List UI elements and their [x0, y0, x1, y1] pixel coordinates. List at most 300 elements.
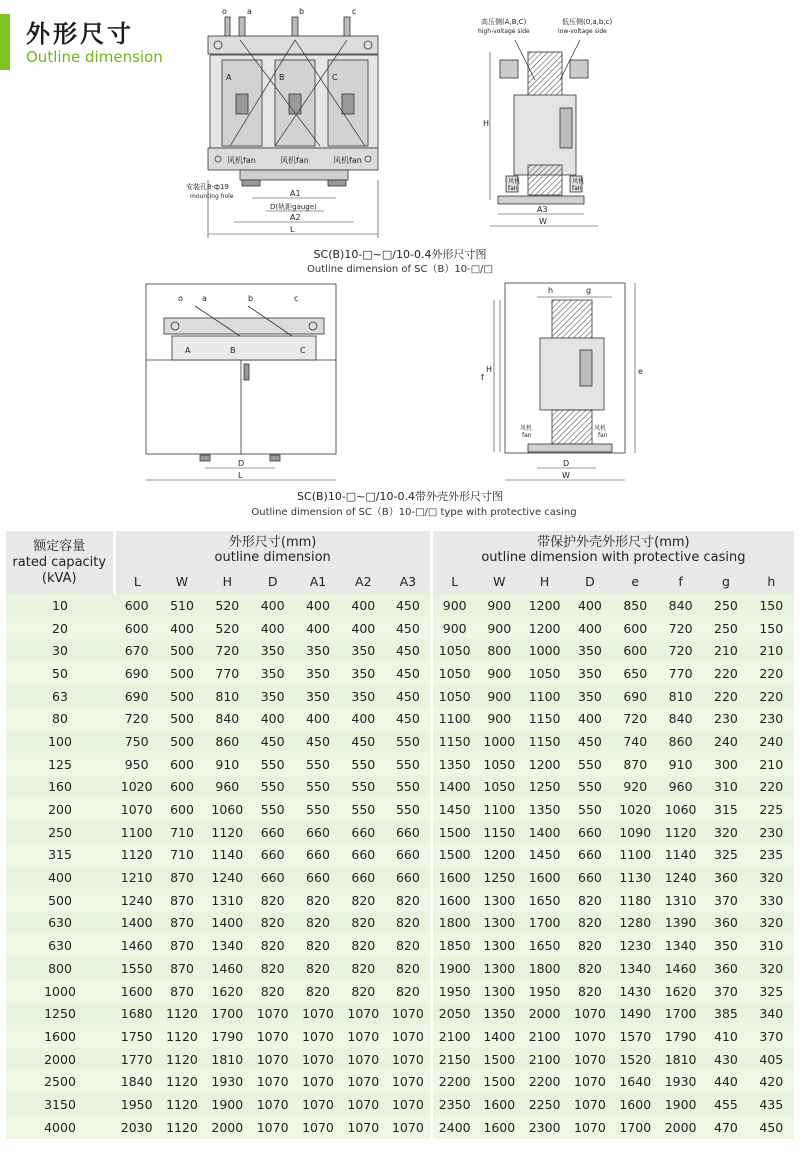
dimension-cell: 1060 — [658, 798, 703, 821]
dimension-cell: 820 — [567, 889, 612, 912]
dim-label: A2 — [290, 213, 301, 222]
lv-side-label-en: low-voltage side — [558, 28, 607, 35]
dimension-cell: 1500 — [431, 821, 476, 844]
dimension-cell: 435 — [749, 1093, 794, 1116]
dimension-cell: 315 — [703, 798, 748, 821]
dimension-cell: 660 — [567, 821, 612, 844]
fan-label: 风机 — [508, 178, 521, 185]
dimension-cell: 1120 — [159, 1025, 204, 1048]
capacity-cell: 10 — [6, 594, 114, 617]
dimension-cell: 850 — [613, 594, 658, 617]
dimension-cell: 1070 — [341, 1093, 386, 1116]
dimension-cell: 1400 — [205, 912, 250, 935]
dimension-cell: 820 — [341, 889, 386, 912]
dimension-cell: 2200 — [431, 1070, 476, 1093]
dimension-cell: 860 — [205, 730, 250, 753]
dimension-cell: 450 — [386, 639, 431, 662]
dimension-cell: 1300 — [477, 934, 522, 957]
dimension-cell: 600 — [114, 594, 159, 617]
column-header: D — [250, 569, 295, 594]
dimension-cell: 820 — [250, 957, 295, 980]
dimension-cell: 600 — [159, 753, 204, 776]
table-row — [6, 685, 794, 708]
dimension-cell: 500 — [159, 685, 204, 708]
dimension-cell: 840 — [658, 707, 703, 730]
dimension-cell: 2030 — [114, 1116, 159, 1139]
dimension-cell: 2050 — [431, 1002, 476, 1025]
capacity-cell: 4000 — [6, 1116, 114, 1139]
dimension-cell: 1400 — [477, 1025, 522, 1048]
dimension-cell: 550 — [341, 798, 386, 821]
dimension-cell: 1490 — [613, 1002, 658, 1025]
dimension-cell: 250 — [703, 594, 748, 617]
dimension-cell: 400 — [295, 707, 340, 730]
table-row — [6, 1070, 794, 1093]
dimension-cell: 550 — [250, 776, 295, 799]
capacity-cell: 63 — [6, 685, 114, 708]
dimension-cell: 370 — [703, 889, 748, 912]
dimension-cell: 350 — [341, 685, 386, 708]
dimension-cell: 1070 — [386, 1093, 431, 1116]
dimension-cell: 350 — [341, 639, 386, 662]
casing-group-header — [431, 531, 794, 569]
dimension-cell: 1070 — [250, 1070, 295, 1093]
dimension-cell: 820 — [386, 980, 431, 1003]
dimension-cell: 870 — [159, 912, 204, 935]
dimension-cell: 370 — [749, 1025, 794, 1048]
terminal-label: a — [202, 294, 207, 303]
capacity-cell: 3150 — [6, 1093, 114, 1116]
table-row — [6, 821, 794, 844]
capacity-cell: 30 — [6, 639, 114, 662]
dimension-cell: 550 — [386, 776, 431, 799]
table-row — [6, 1093, 794, 1116]
column-header: f — [658, 569, 703, 594]
dimension-cell: 1570 — [613, 1025, 658, 1048]
dimension-cell: 1300 — [477, 889, 522, 912]
dimension-cell: 385 — [703, 1002, 748, 1025]
dim-label: W — [562, 471, 570, 480]
dimension-cell: 1520 — [613, 1048, 658, 1071]
dimension-cell: 1460 — [205, 957, 250, 980]
table-row — [6, 1025, 794, 1048]
dimension-cell: 1310 — [205, 889, 250, 912]
dimension-cell: 450 — [749, 1116, 794, 1139]
dimension-cell: 1050 — [431, 685, 476, 708]
fan-label: 风机 — [594, 425, 607, 432]
dimension-cell: 400 — [295, 594, 340, 617]
coil-label: B — [279, 73, 285, 82]
dimension-cell: 1070 — [295, 1048, 340, 1071]
dimension-cell: 660 — [341, 844, 386, 867]
dimension-cell: 810 — [205, 685, 250, 708]
dimension-cell: 1250 — [477, 866, 522, 889]
dimension-cell: 520 — [205, 594, 250, 617]
dimension-cell: 900 — [477, 685, 522, 708]
dimension-cell: 1340 — [658, 934, 703, 957]
dimension-cell: 1600 — [114, 980, 159, 1003]
dimension-cell: 690 — [613, 685, 658, 708]
table-subheader-row — [6, 569, 794, 594]
dimension-cell: 1200 — [522, 753, 567, 776]
dimension-cell: 960 — [658, 776, 703, 799]
dimension-cell: 350 — [341, 662, 386, 685]
dimension-cell: 1950 — [522, 980, 567, 1003]
capacity-cell: 200 — [6, 798, 114, 821]
dimension-cell: 820 — [295, 912, 340, 935]
column-header: g — [703, 569, 748, 594]
dimension-cell: 1600 — [613, 1093, 658, 1116]
coil-label: A — [185, 346, 191, 355]
column-header: D — [567, 569, 612, 594]
dimension-cell: 220 — [749, 685, 794, 708]
dimension-cell: 1350 — [477, 1002, 522, 1025]
column-header: A2 — [341, 569, 386, 594]
dimension-cell: 1950 — [431, 980, 476, 1003]
dimension-cell: 1350 — [522, 798, 567, 821]
dimension-cell: 450 — [386, 662, 431, 685]
dim-label: f — [481, 373, 484, 382]
dim-label: D — [563, 459, 570, 468]
coil-label: C — [300, 346, 306, 355]
outline-group-header — [114, 531, 431, 569]
dimension-cell: 690 — [114, 662, 159, 685]
dimension-cell: 900 — [477, 617, 522, 640]
capacity-header-en: rated capacity — [12, 554, 107, 570]
table-row — [6, 707, 794, 730]
dimension-cell: 1150 — [431, 730, 476, 753]
dimension-cell: 1280 — [613, 912, 658, 935]
table-row — [6, 753, 794, 776]
capacity-cell: 50 — [6, 662, 114, 685]
coil-label: A — [226, 73, 232, 82]
dimension-cell: 300 — [703, 753, 748, 776]
dimension-cell: 820 — [341, 934, 386, 957]
dimension-cell: 1300 — [477, 980, 522, 1003]
dimension-cell: 820 — [250, 889, 295, 912]
dimension-cell: 1100 — [114, 821, 159, 844]
dimension-cell: 1200 — [522, 617, 567, 640]
fan-label-en: fan — [508, 185, 518, 192]
dimension-cell: 550 — [250, 798, 295, 821]
capacity-cell: 20 — [6, 617, 114, 640]
dimension-cell: 450 — [386, 617, 431, 640]
dimension-cell: 500 — [159, 707, 204, 730]
dimension-cell: 240 — [749, 730, 794, 753]
dimension-cell: 1130 — [613, 866, 658, 889]
dimension-cell: 1200 — [477, 844, 522, 867]
page-title-cn: 外形尺寸 — [26, 20, 134, 48]
dimension-cell: 400 — [567, 707, 612, 730]
dimension-cell: 1930 — [658, 1070, 703, 1093]
dimension-cell: 400 — [341, 707, 386, 730]
dim-label: h — [548, 286, 554, 295]
capacity-cell: 2000 — [6, 1048, 114, 1071]
dimension-cell: 1650 — [522, 934, 567, 957]
dimension-cell: 1810 — [205, 1048, 250, 1071]
dimension-cell: 870 — [159, 980, 204, 1003]
dimension-cell: 450 — [386, 707, 431, 730]
dimension-cell: 210 — [749, 753, 794, 776]
dimension-cell: 820 — [567, 957, 612, 980]
dim-label: W — [539, 217, 547, 226]
dimension-cell: 1300 — [477, 957, 522, 980]
dimension-cell: 350 — [250, 662, 295, 685]
dimension-cell: 820 — [295, 889, 340, 912]
dimension-cell: 1070 — [250, 1116, 295, 1139]
table-row — [6, 844, 794, 867]
dimension-cell: 1020 — [613, 798, 658, 821]
dimension-cell: 1070 — [341, 1048, 386, 1071]
column-header: L — [114, 569, 159, 594]
dimension-cell: 2200 — [522, 1070, 567, 1093]
dimension-cell: 900 — [431, 617, 476, 640]
dimension-cell: 1340 — [613, 957, 658, 980]
dimension-cell: 1100 — [613, 844, 658, 867]
dimension-cell: 1120 — [114, 844, 159, 867]
dimension-cell: 1070 — [250, 1048, 295, 1071]
dimension-cell: 550 — [567, 753, 612, 776]
dimension-cell: 550 — [295, 753, 340, 776]
dimension-cell: 400 — [341, 617, 386, 640]
dimension-cell: 600 — [159, 776, 204, 799]
dimension-cell: 1120 — [159, 1070, 204, 1093]
dimension-cell: 870 — [159, 957, 204, 980]
dimension-cell: 235 — [749, 844, 794, 867]
dim-label: L — [290, 225, 295, 234]
dimension-cell: 430 — [703, 1048, 748, 1071]
dimension-cell: 660 — [341, 821, 386, 844]
dimension-cell: 1090 — [613, 821, 658, 844]
lv-side-label: 低压侧(0,a,b,c) — [562, 18, 613, 26]
dim-label: D(轨距gauge) — [270, 203, 317, 211]
capacity-cell: 630 — [6, 934, 114, 957]
dimension-cell: 820 — [250, 912, 295, 935]
dimension-cell: 1950 — [114, 1093, 159, 1116]
dimension-cell: 1460 — [658, 957, 703, 980]
dimension-cell: 400 — [341, 594, 386, 617]
dimension-cell: 900 — [477, 662, 522, 685]
dimension-cell: 2400 — [431, 1116, 476, 1139]
dimension-cell: 1620 — [205, 980, 250, 1003]
fan-label-en: fan — [598, 432, 608, 439]
dimension-cell: 870 — [159, 934, 204, 957]
column-header: W — [159, 569, 204, 594]
dimension-cell: 660 — [386, 844, 431, 867]
dimension-cell: 1500 — [431, 844, 476, 867]
dimension-cell: 750 — [114, 730, 159, 753]
dimension-cell: 510 — [159, 594, 204, 617]
dimension-cell: 710 — [159, 844, 204, 867]
dimension-cell: 320 — [749, 957, 794, 980]
dimension-cell: 350 — [567, 685, 612, 708]
dimension-cell: 1900 — [431, 957, 476, 980]
table-row — [6, 1048, 794, 1071]
dimension-cell: 455 — [703, 1093, 748, 1116]
dimension-cell: 660 — [341, 866, 386, 889]
dimension-cell: 1310 — [658, 889, 703, 912]
dimension-cell: 1680 — [114, 1002, 159, 1025]
dimension-cell: 1070 — [341, 1116, 386, 1139]
dimension-cell: 660 — [386, 821, 431, 844]
dimension-cell: 1350 — [431, 753, 476, 776]
dimension-cell: 450 — [341, 730, 386, 753]
table-row — [6, 594, 794, 617]
dimension-cell: 360 — [703, 912, 748, 935]
mounting-hole-label-en: mounting hole — [190, 193, 234, 200]
dimension-cell: 870 — [613, 753, 658, 776]
dimension-cell: 2000 — [658, 1116, 703, 1139]
dimension-cell: 1800 — [431, 912, 476, 935]
dimension-cell: 1800 — [522, 957, 567, 980]
dimension-cell: 1070 — [295, 1070, 340, 1093]
dimension-cell: 500 — [159, 730, 204, 753]
dim-label: H — [486, 365, 493, 374]
dimension-cell: 920 — [613, 776, 658, 799]
dimension-cell: 1500 — [477, 1070, 522, 1093]
dimension-cell: 900 — [431, 594, 476, 617]
dimension-cell: 1070 — [567, 1025, 612, 1048]
terminal-label: o — [178, 294, 183, 303]
table-row — [6, 1116, 794, 1139]
dimension-cell: 400 — [250, 707, 295, 730]
dimension-cell: 1450 — [431, 798, 476, 821]
dimension-cell: 2000 — [522, 1002, 567, 1025]
dimension-cell: 1900 — [658, 1093, 703, 1116]
dimension-cell: 720 — [613, 707, 658, 730]
dimension-cell: 550 — [250, 753, 295, 776]
dimension-cell: 150 — [749, 594, 794, 617]
dimension-cell: 400 — [295, 617, 340, 640]
dimension-cell: 2000 — [205, 1116, 250, 1139]
dimension-cell: 550 — [567, 776, 612, 799]
dimension-cell: 1390 — [658, 912, 703, 935]
capacity-cell: 800 — [6, 957, 114, 980]
dimension-cell: 1070 — [295, 1002, 340, 1025]
dimension-cell: 360 — [703, 957, 748, 980]
dimension-cell: 650 — [613, 662, 658, 685]
dimension-cell: 1770 — [114, 1048, 159, 1071]
technical-drawings — [0, 0, 800, 525]
dimension-cell: 1210 — [114, 866, 159, 889]
terminal-label: b — [248, 294, 254, 303]
dimension-cell: 450 — [567, 730, 612, 753]
dimension-cell: 1600 — [477, 1093, 522, 1116]
dimension-cell: 820 — [567, 980, 612, 1003]
dimension-cell: 600 — [613, 617, 658, 640]
dimension-cell: 1600 — [477, 1116, 522, 1139]
hv-side-label: 高压侧(A,B,C) — [481, 18, 527, 26]
dimension-cell: 220 — [749, 662, 794, 685]
figure-casing-front — [146, 284, 336, 480]
dimension-cell: 230 — [749, 707, 794, 730]
dimension-cell: 1070 — [386, 1070, 431, 1093]
dimension-cell: 820 — [295, 934, 340, 957]
dimension-cell: 1100 — [522, 685, 567, 708]
dimension-cell: 1650 — [522, 889, 567, 912]
dimension-cell: 1060 — [205, 798, 250, 821]
dimension-cell: 310 — [703, 776, 748, 799]
fan-label-en: fan — [572, 185, 582, 192]
coil-label: C — [332, 73, 338, 82]
dimension-cell: 325 — [749, 980, 794, 1003]
dimension-cell: 600 — [159, 798, 204, 821]
capacity-cell: 125 — [6, 753, 114, 776]
table-row — [6, 1002, 794, 1025]
dimension-cell: 470 — [703, 1116, 748, 1139]
dimension-cell: 1700 — [658, 1002, 703, 1025]
dimension-cell: 1070 — [341, 1070, 386, 1093]
dimension-cell: 1840 — [114, 1070, 159, 1093]
casing-group-en: outline dimension with protective casing — [481, 550, 746, 565]
dimension-cell: 870 — [159, 866, 204, 889]
dimension-cell: 1140 — [658, 844, 703, 867]
dimension-cell: 1430 — [613, 980, 658, 1003]
dimension-cell: 1120 — [159, 1093, 204, 1116]
dimension-cell: 720 — [205, 639, 250, 662]
dimension-cell: 210 — [749, 639, 794, 662]
dimension-cell: 820 — [295, 980, 340, 1003]
table-row — [6, 776, 794, 799]
dimension-cell: 910 — [205, 753, 250, 776]
capacity-header-unit: (kVA) — [41, 570, 77, 586]
dimension-cell: 550 — [341, 776, 386, 799]
dimension-cell: 1100 — [477, 798, 522, 821]
dimension-cell: 400 — [250, 594, 295, 617]
dimension-cell: 1120 — [205, 821, 250, 844]
dimension-cell: 1070 — [295, 1116, 340, 1139]
dimension-cell: 660 — [250, 844, 295, 867]
dimension-cell: 1070 — [567, 1070, 612, 1093]
dimension-cell: 310 — [749, 934, 794, 957]
dimension-cell: 1790 — [658, 1025, 703, 1048]
dimension-cell: 400 — [250, 617, 295, 640]
capacity-cell: 400 — [6, 866, 114, 889]
dimension-cell: 950 — [114, 753, 159, 776]
dimension-cell: 820 — [386, 934, 431, 957]
capacity-cell: 1600 — [6, 1025, 114, 1048]
dimension-cell: 1120 — [658, 821, 703, 844]
table-row — [6, 980, 794, 1003]
dimension-cell: 360 — [703, 866, 748, 889]
dimension-cell: 350 — [295, 639, 340, 662]
dimension-cell: 350 — [567, 639, 612, 662]
dimension-cell: 1050 — [431, 662, 476, 685]
terminal-label: c — [352, 7, 357, 16]
dimension-cell: 820 — [567, 912, 612, 935]
dimension-cell: 660 — [295, 844, 340, 867]
dimension-cell: 1240 — [205, 866, 250, 889]
dimension-cell: 550 — [386, 798, 431, 821]
fan-label-en: fan — [522, 432, 532, 439]
dimension-cell: 400 — [567, 617, 612, 640]
dimension-cell: 1700 — [613, 1116, 658, 1139]
dimension-cell: 1070 — [386, 1048, 431, 1071]
outline-group-en: outline dimension — [214, 550, 331, 565]
dimension-cell: 710 — [159, 821, 204, 844]
dimension-cell: 1070 — [341, 1002, 386, 1025]
dimension-cell: 1070 — [567, 1048, 612, 1071]
dimension-cell: 1070 — [114, 798, 159, 821]
table-row — [6, 934, 794, 957]
figure1-caption-en: Outline dimension of SC（B）10-□/□ — [307, 264, 493, 275]
dimension-cell: 840 — [658, 594, 703, 617]
dimension-cell: 2350 — [431, 1093, 476, 1116]
casing-group-cn: 带保护外壳外形尺寸(mm) — [537, 535, 690, 550]
dimension-cell: 800 — [477, 639, 522, 662]
dimension-cell: 1550 — [114, 957, 159, 980]
dimension-cell: 1460 — [114, 934, 159, 957]
